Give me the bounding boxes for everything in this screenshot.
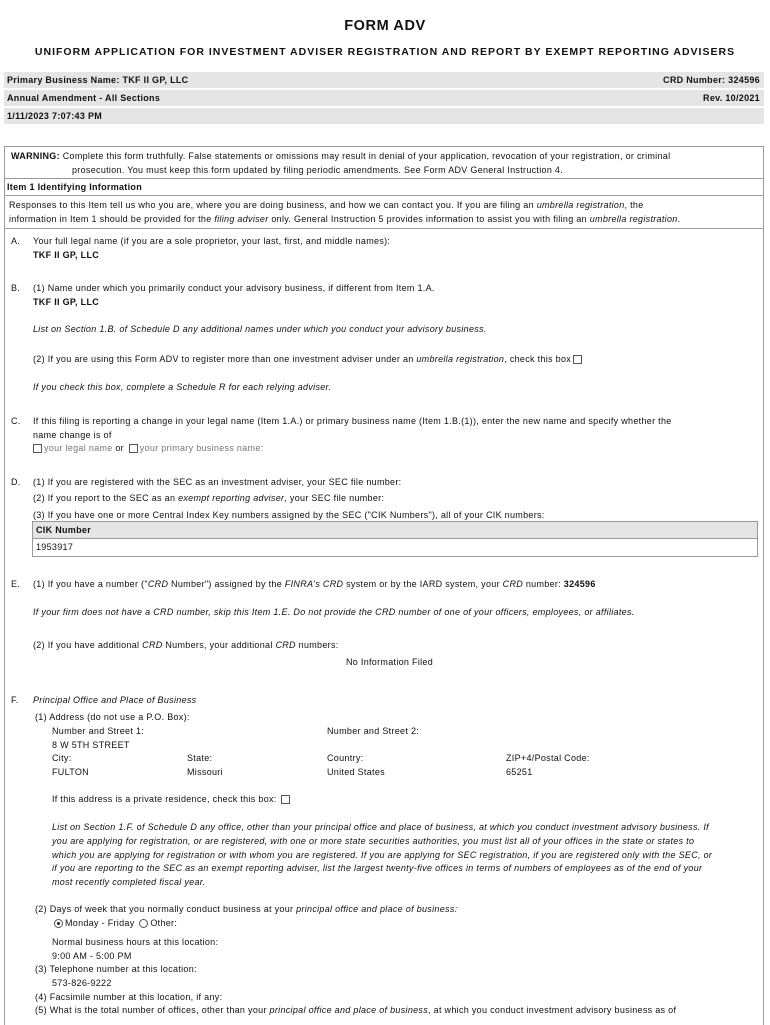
- item-letter-c: C.: [11, 416, 21, 426]
- fax-label: (4) Facsimile number at this location, if any:: [35, 992, 223, 1002]
- street1-value: 8 W 5TH STREET: [52, 740, 130, 750]
- city-label: City:: [52, 753, 72, 763]
- office-note-line-1: List on Section 1.F. of Schedule D any office, other than your principal office and place of business, at which you conduct investment advisory business. If: [52, 822, 709, 832]
- intro-text: .: [677, 214, 681, 224]
- offices-italic: principal office and place of business: [269, 1005, 429, 1015]
- umbrella-text: (2) If you are using this Form ADV to register more than one investment adviser under an: [33, 354, 417, 364]
- umbrella-text: , check this box: [504, 354, 572, 364]
- crd-value: 324596: [728, 75, 760, 85]
- form-title: FORM ADV: [344, 18, 426, 34]
- cik-column-header: CIK Number: [36, 525, 92, 535]
- crd-note: If your firm does not have a CRD number, skip this Item 1.E. Do not provide the CRD number of one of your officers, employees, or affiliates.: [33, 607, 635, 617]
- phone-label: (3) Telephone number at this location:: [35, 964, 197, 974]
- crd-label: CRD Number:: [663, 75, 729, 85]
- offices-text: , at which you conduct investment advisory business as of: [428, 1005, 677, 1015]
- other-days-radio[interactable]: [139, 919, 148, 928]
- or-text: or: [115, 443, 124, 453]
- item1-heading: Item 1 Identifying Information: [7, 182, 143, 192]
- crd-text: (2) If you have additional: [33, 640, 143, 650]
- sec-file-question: (1) If you are registered with the SEC as an investment adviser, your SEC file number:: [33, 477, 402, 487]
- era-text: (2) If you report to the SEC as an: [33, 493, 179, 503]
- days-question: [35, 904, 457, 914]
- offices-question: [35, 1005, 676, 1015]
- office-note-line-3: which you are applying for registration or with whom you are registered. If you are applying for SEC registration, if you are registered only with the SEC, or: [52, 850, 713, 860]
- crd-italic: CRD: [147, 579, 169, 589]
- intro-text: only. General Instruction 5 provides information to assist you with filing an: [268, 214, 590, 224]
- intro-italic: umbrella registration: [589, 214, 678, 224]
- name-change-question-1: If this filing is reporting a change in your legal name (Item 1.A.) or primary business name (Item 1.B.(1)), enter the new name and specify whether the: [33, 416, 672, 426]
- crd-italic: FINRA's CRD: [284, 579, 344, 589]
- phone-value: 573-826-9222: [52, 978, 112, 988]
- schedule-d-note: List on Section 1.B. of Schedule D any additional names under which you conduct your advisory business.: [33, 324, 487, 334]
- name-change-options: [31, 443, 263, 453]
- schedule-r-note: If you check this box, complete a Schedule R for each relying adviser.: [33, 382, 332, 392]
- legal-name-checkbox[interactable]: [33, 444, 42, 453]
- intro-text: , the: [624, 200, 644, 210]
- no-information-filed: No Information Filed: [346, 657, 434, 667]
- crd-number-answer: 324596: [563, 579, 596, 589]
- legal-name-question: Your full legal name (if you are a sole proprietor, your last, first, and middle names):: [33, 236, 391, 246]
- item-letter-d: D.: [11, 477, 21, 487]
- era-text: , your SEC file number:: [284, 493, 385, 503]
- office-note-line-5: most recently completed fiscal year.: [52, 877, 206, 887]
- header-band-business: [4, 72, 764, 88]
- header-band-datetime: [4, 108, 764, 124]
- residence-text: If this address is a private residence, check this box:: [52, 794, 277, 804]
- office-note-line-2: you are applying for registration, or are registered, with one or more state securities authorities, you must list all of your offices in the state or states to: [52, 836, 695, 846]
- intro-italic: filing adviser: [214, 214, 269, 224]
- state-label: State:: [187, 753, 213, 763]
- legal-name-answer: TKF II GP, LLC: [33, 250, 100, 260]
- zip-label: ZIP+4/Postal Code:: [506, 753, 590, 763]
- crd-italic: CRD: [275, 640, 296, 650]
- monday-friday-label: Monday - Friday: [65, 918, 135, 928]
- divider: [4, 178, 764, 179]
- city-value: FULTON: [52, 767, 89, 777]
- crd-text: number:: [523, 579, 564, 589]
- zip-value: 65251: [506, 767, 533, 777]
- days-text: (2) Days of week that you normally conduct business at your: [35, 904, 297, 914]
- amendment-type: Annual Amendment - All Sections: [7, 93, 161, 103]
- business-name-checkbox[interactable]: [129, 444, 138, 453]
- business-name-question: (1) Name under which you primarily conduct your advisory business, if different from Item 1.A.: [33, 283, 435, 293]
- cik-table: [32, 521, 758, 557]
- hours-label: Normal business hours at this location:: [52, 937, 219, 947]
- item-letter-e: E.: [11, 579, 21, 589]
- intro-text: information in Item 1 should be provided for the: [9, 214, 215, 224]
- item-letter-a: A.: [11, 236, 21, 246]
- divider: [4, 228, 764, 229]
- crd-text: (1) If you have a number (": [33, 579, 148, 589]
- state-value: Missouri: [187, 767, 223, 777]
- crd-italic: CRD: [142, 640, 163, 650]
- crd-text: Numbers, your additional: [162, 640, 276, 650]
- offices-text: (5) What is the total number of offices, other than your: [35, 1005, 270, 1015]
- revision: Rev. 10/2021: [703, 93, 760, 103]
- address-question: (1) Address (do not use a P.O. Box):: [35, 712, 190, 722]
- warning-text-2: prosecution. You must keep this form updated by filing periodic amendments. See Form ADV General Instruction 4.: [72, 165, 564, 175]
- additional-crd-question: [33, 640, 339, 650]
- item-letter-f: F.: [11, 695, 19, 705]
- cik-table-header: [33, 522, 757, 539]
- primary-business-name: Primary Business Name: TKF II GP, LLC: [7, 75, 189, 85]
- crd-text: numbers:: [295, 640, 339, 650]
- legal-name-option: your legal name: [44, 443, 113, 453]
- item1-intro-line-2: [9, 214, 680, 224]
- intro-italic: umbrella registration: [536, 200, 625, 210]
- crd-text: Number") assigned by the: [168, 579, 285, 589]
- crd-question: [33, 579, 596, 589]
- days-italic: principal office and place of business:: [296, 904, 458, 914]
- private-residence-checkbox[interactable]: [281, 795, 290, 804]
- business-name-option: your primary business name:: [139, 443, 264, 453]
- cik-question: (3) If you have one or more Central Index Key numbers assigned by the SEC ("CIK Numbers"), all of your CIK numbers:: [33, 510, 545, 520]
- other-days-label: Other:: [150, 918, 178, 928]
- era-file-question: [33, 493, 384, 503]
- umbrella-question: [33, 354, 584, 364]
- hours-value: 9:00 AM - 5:00 PM: [52, 951, 132, 961]
- warning-line-1: [11, 151, 670, 161]
- umbrella-italic: umbrella registration: [416, 354, 505, 364]
- crd-italic: CRD: [502, 579, 524, 589]
- filing-datetime: 1/11/2023 7:07:43 PM: [7, 111, 103, 121]
- crd-number-header: [663, 75, 760, 85]
- country-label: Country:: [327, 753, 364, 763]
- era-italic: exempt reporting adviser: [178, 493, 285, 503]
- office-note-line-4: if you are reporting to the SEC as an exempt reporting adviser, list the largest twenty-five offices in terms of numbers of employees as of the end of your: [52, 863, 703, 873]
- umbrella-checkbox[interactable]: [573, 355, 582, 364]
- item-letter-b: B.: [11, 283, 21, 293]
- form-subtitle: UNIFORM APPLICATION FOR INVESTMENT ADVISER REGISTRATION AND REPORT BY EXEMPT REPORTING ADVISERS: [34, 46, 736, 58]
- item1-intro-line-1: [9, 200, 644, 210]
- street2-label: Number and Street 2:: [327, 726, 420, 736]
- principal-office-title: Principal Office and Place of Business: [33, 695, 197, 705]
- crd-text: system or by the IARD system, your: [343, 579, 503, 589]
- name-change-question-2: name change is of: [33, 430, 112, 440]
- warning-label: WARNING:: [11, 151, 60, 161]
- monday-friday-radio[interactable]: [54, 919, 63, 928]
- cik-value: 1953917: [36, 542, 74, 552]
- private-residence-question: [52, 794, 292, 804]
- street1-label: Number and Street 1:: [52, 726, 145, 736]
- country-value: United States: [327, 767, 385, 777]
- days-options: [52, 918, 177, 928]
- divider: [4, 195, 764, 196]
- warning-text-1: Complete this form truthfully. False statements or omissions may result in denial of your application, revocation of your registration, or criminal: [62, 151, 671, 161]
- intro-text: Responses to this Item tell us who you are, where you are doing business, and how we can contact you. If you are filing an: [9, 200, 537, 210]
- header-band-amendment: [4, 90, 764, 106]
- business-name-answer: TKF II GP, LLC: [33, 297, 100, 307]
